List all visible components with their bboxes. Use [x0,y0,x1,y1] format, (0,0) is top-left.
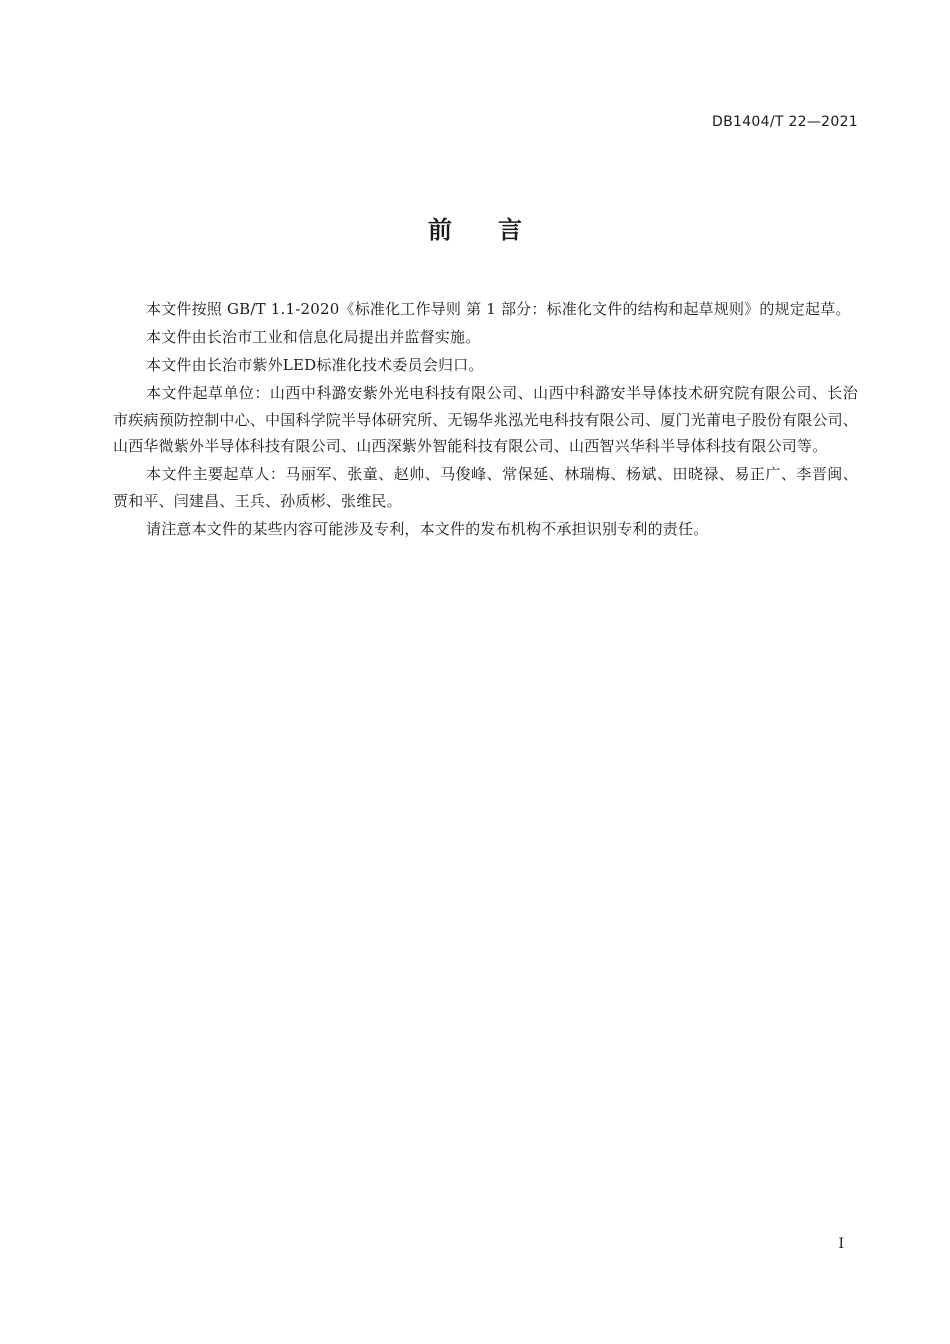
page-number: I [838,1236,844,1252]
paragraph-drafters: 本文件主要起草人：马丽军、张童、赵帅、马俊峰、常保延、林瑞梅、杨斌、田晓禄、易正广、李晋闽、贾和平、闫建昌、王兵、孙质彬、张维民。 [113,465,858,510]
page-title: 前言 [428,216,568,244]
paragraph-committee: 本文件由长治市紫外LED标准化技术委员会归口。 [146,356,484,374]
paragraph-drafting-rules: 本文件按照 GB/T 1.1-2020《标准化工作导则 第 1 部分：标准化文件的结构和起草规则》的规定起草。 [146,300,851,318]
document-body [113,296,858,542]
paragraph-patent-notice: 请注意本文件的某些内容可能涉及专利，本文件的发布机构不承担识别专利的责任。 [146,519,709,538]
paragraph-drafting-units: 本文件起草单位：山西中科潞安紫外光电科技有限公司、山西中科潞安半导体技术研究院有限公司、长治市疾病预防控制中心、中国科学院半导体研究所、无锡华兆泓光电科技有限公司、厦门光莆电子股份有限公司、山西华微紫外半导体科技有限公司、山西深紫外智能科技有限公司、山西智兴华科半导体科技有限公司等。 [113,384,858,455]
paragraph-proposer: 本文件由长治市工业和信息化局提出并监督实施。 [146,328,481,346]
document-code: DB1404/T 22—2021 [712,114,858,130]
